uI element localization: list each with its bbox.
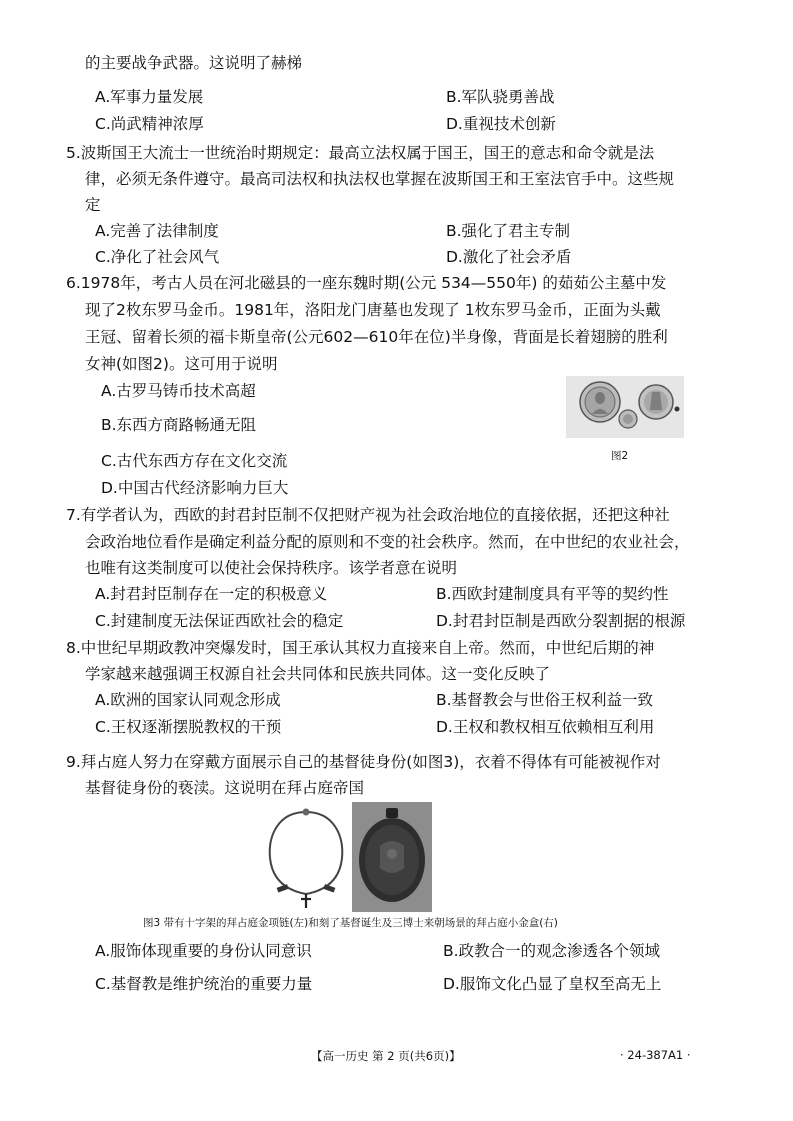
figure-3-gold-box-image bbox=[352, 802, 432, 912]
q9-option-a: A.服饰体现重要的身份认同意识 bbox=[95, 942, 312, 960]
q7-option-b: B.西欧封建制度具有平等的契约性 bbox=[436, 585, 669, 603]
q6-option-c: C.古代东西方存在文化交流 bbox=[101, 452, 288, 470]
question-7-line-1: 7.有学者认为，西欧的封君封臣制不仅把财产视为社会政治地位的直接依据，还把这种社 bbox=[66, 506, 670, 524]
q8-option-a: A.欧洲的国家认同观念形成 bbox=[95, 691, 281, 709]
figure-2-coins-image bbox=[566, 376, 684, 438]
q5-option-c: C.净化了社会风气 bbox=[95, 248, 220, 266]
page-footer-code: · 24-387A1 · bbox=[620, 1048, 691, 1062]
question-6-line-3: 王冠、留着长须的福卡斯皇帝(公元602—610年在位)半身像，背面是长着翅膀的胜利 bbox=[85, 328, 668, 346]
figure-3-necklace-image bbox=[264, 806, 348, 910]
q4-option-b: B.军队骁勇善战 bbox=[446, 88, 555, 106]
q9-option-c: C.基督教是维护统治的重要力量 bbox=[95, 975, 313, 993]
question-7-line-3: 也唯有这类制度可以使社会保持秩序。该学者意在说明 bbox=[85, 559, 458, 577]
figure-2-caption: 图2 bbox=[611, 450, 629, 462]
coin-small-icon bbox=[619, 410, 637, 428]
q9-option-b: B.政教合一的观念渗透各个领域 bbox=[443, 942, 661, 960]
q4-option-d: D.重视技术创新 bbox=[446, 115, 556, 133]
question-6-line-2: 现了2枚东罗马金币。1981年，洛阳龙门唐墓也发现了 1枚东罗马金币，正面为头戴 bbox=[85, 301, 661, 319]
q8-option-c: C.王权逐渐摆脱教权的干预 bbox=[95, 718, 282, 736]
question-5-line-2: 律，必须无条件遵守。最高司法权和执法权也掌握在波斯国王和王室法官手中。这些规 bbox=[85, 170, 675, 188]
page-footer-label: 【高一历史 第 2 页(共6页)】 bbox=[311, 1049, 461, 1063]
question-7-line-2: 会政治地位看作是确定利益分配的原则和不变的社会秩序。然而，在中世纪的农业社会， bbox=[85, 533, 690, 551]
question-8-line-1: 8.中世纪早期政教冲突爆发时，国王承认其权力直接来自上帝。然而，中世纪后期的神 bbox=[66, 639, 655, 657]
question-8-line-2: 学家越来越强调王权源自社会共同体和民族共同体。这一变化反映了 bbox=[85, 665, 551, 683]
question-4-tail: 的主要战争武器。这说明了赫梯 bbox=[85, 54, 303, 72]
coin-medium-icon bbox=[639, 385, 673, 419]
q4-option-c: C.尚武精神浓厚 bbox=[95, 115, 204, 133]
q8-option-d: D.王权和教权相互依赖相互利用 bbox=[436, 718, 655, 736]
question-9-line-1: 9.拜占庭人努力在穿戴方面展示自己的基督徒身份(如图3)，衣着不得体有可能被视作对 bbox=[66, 753, 661, 771]
q7-option-c: C.封建制度无法保证西欧社会的稳定 bbox=[95, 612, 344, 630]
q4-option-a: A.军事力量发展 bbox=[95, 88, 204, 106]
question-6-line-4: 女神(如图2)。这可用于说明 bbox=[85, 355, 278, 373]
question-6-line-1: 6.1978年，考古人员在河北磁县的一座东魏时期(公元 534—550年) 的茹茹公主墓中发 bbox=[66, 274, 667, 292]
question-9-line-2: 基督徒身份的亵渎。这说明在拜占庭帝国 bbox=[85, 779, 365, 797]
q5-option-b: B.强化了君主专制 bbox=[446, 222, 571, 240]
q5-option-d: D.激化了社会矛盾 bbox=[446, 248, 572, 266]
q8-option-b: B.基督教会与世俗王权利益一致 bbox=[436, 691, 654, 709]
question-5-line-1: 5.波斯国王大流士一世统治时期规定：最高立法权属于国王，国王的意志和命令就是法 bbox=[66, 144, 655, 162]
q5-option-a: A.完善了法律制度 bbox=[95, 222, 219, 240]
coin-large-icon bbox=[580, 382, 620, 422]
question-5-line-3: 定 bbox=[85, 196, 101, 214]
q9-option-d: D.服饰文化凸显了皇权至高无上 bbox=[443, 975, 662, 993]
q7-option-d: D.封君封臣制是西欧分裂割据的根源 bbox=[436, 612, 686, 630]
q6-option-d: D.中国古代经济影响力巨大 bbox=[101, 479, 289, 497]
q6-option-a: A.古罗马铸币技术高超 bbox=[101, 382, 256, 400]
figure-3-caption: 图3 带有十字架的拜占庭金项链(左)和刻了基督诞生及三博士来朝场景的拜占庭小金盒(右) bbox=[143, 917, 558, 929]
q7-option-a: A.封君封臣制存在一定的积极意义 bbox=[95, 585, 328, 603]
q6-option-b: B.东西方商路畅通无阻 bbox=[101, 416, 257, 434]
